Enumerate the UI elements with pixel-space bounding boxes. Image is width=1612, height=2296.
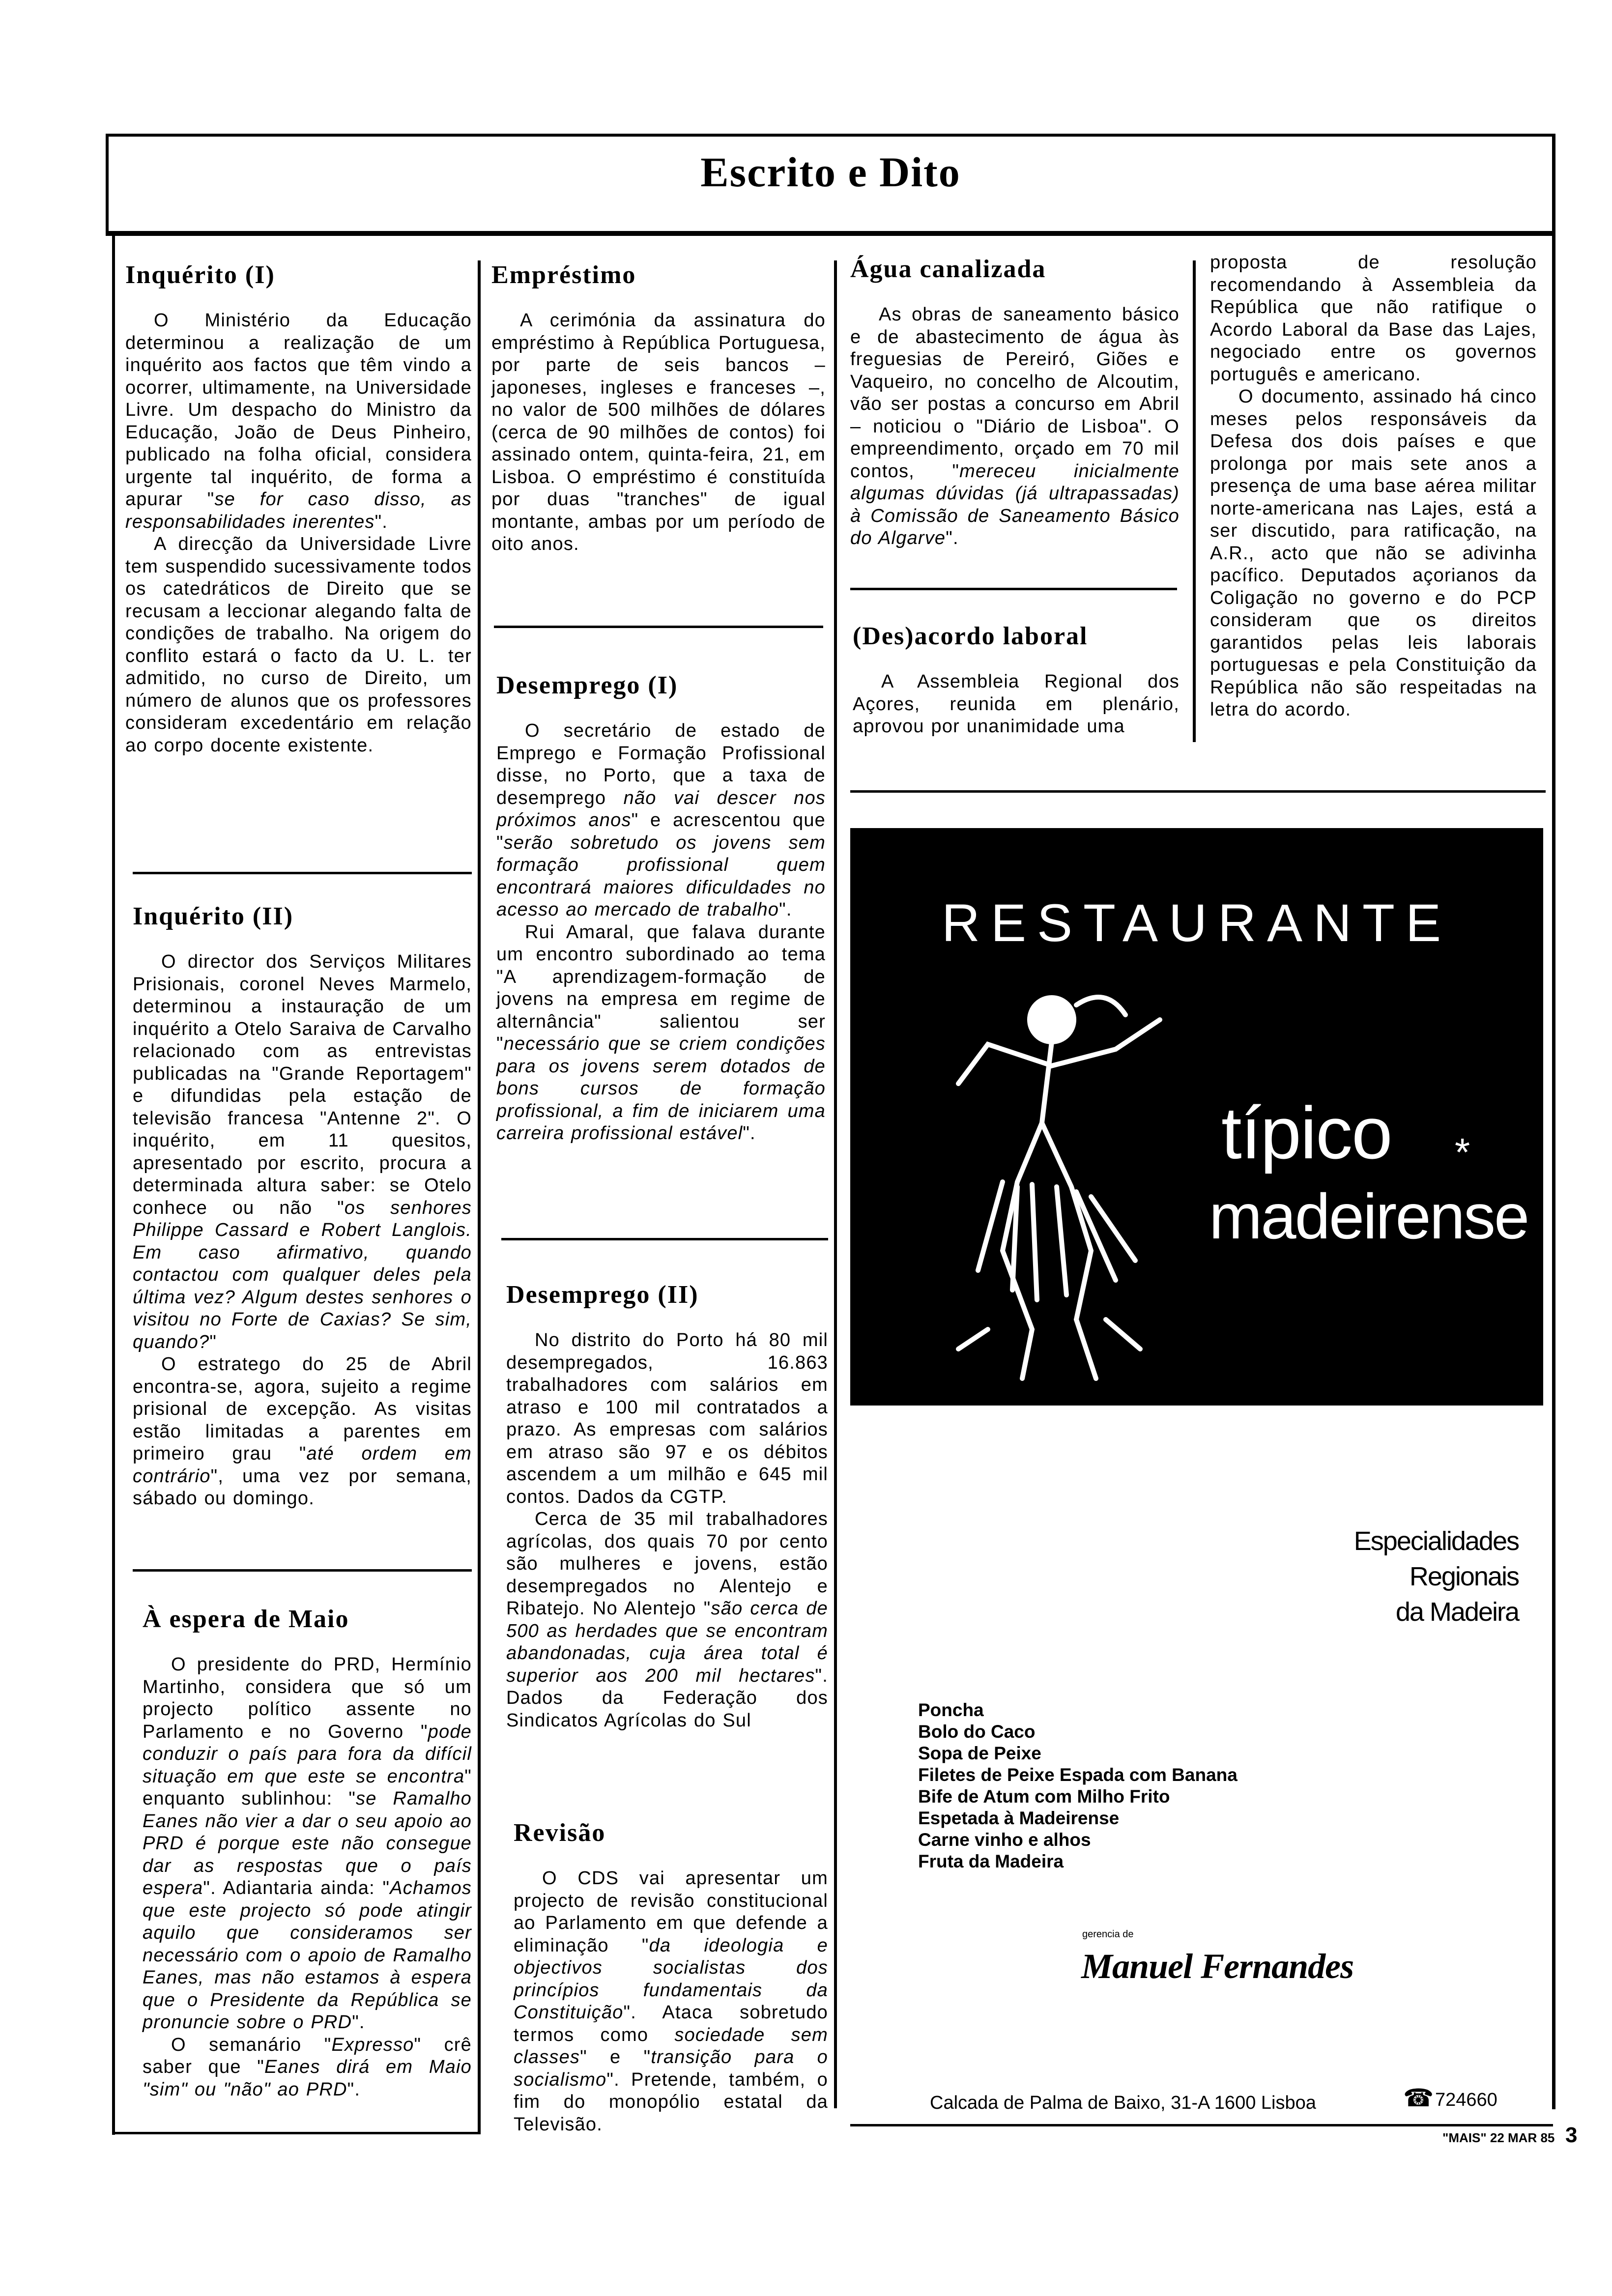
- telephone-icon: ☎: [1403, 2084, 1434, 2112]
- section-rule: [850, 588, 1177, 590]
- column-left-border: [112, 235, 115, 2135]
- quoted-italic-text: necessário que se criem condições para os jovens serem dotados de bons cursos de formação profissional, a fim de iniciarem uma carreira profissional estável: [496, 1033, 826, 1144]
- paragraph-text: ". Ataca sobretudo termos como: [514, 2002, 828, 2045]
- column-divider: [1193, 260, 1196, 742]
- paragraph-text: ".: [352, 2012, 365, 2033]
- paragraph-text: " enquanto sublinhou: ": [143, 1766, 472, 1809]
- restaurant-phone: 724660: [1435, 2090, 1497, 2110]
- quoted-italic-text: da ideologia e objectivos socialistas dos princípios fundamentais da Constituição: [514, 1935, 828, 2023]
- frame-top-border: [106, 134, 1555, 137]
- menu-item: Poncha: [918, 1700, 984, 1720]
- column-divider: [478, 260, 481, 2134]
- article-heading: Inquérito (I): [125, 261, 275, 289]
- article-paragraph: [514, 1867, 828, 2136]
- section-rule: [850, 790, 1546, 793]
- paragraph-text: O director dos Serviços Militares Prisionais, coronel Neves Marmelo, determinou a instauração de um inquérito a Otelo Saraiva de Carvalho relacionado com as entrevistas publicadas na "Grande Reportagem" e difundidas pela estação de televisão francesa "Antenne 2". O inquérito, em 11 quesitos, apresentado por escrito, procura a determinada altura saber: se Otelo conhece ou não ": [133, 951, 472, 1218]
- paragraph-text: proposta de resolução recomendando à Assembleia da República que não ratifique o Acordo Laboral da Base das Lajes, negociado entre os governos português e americano.: [1210, 252, 1537, 385]
- paragraph-text: O CDS vai apresentar um projecto de revisão constitucional ao Parlamento em que defende a eliminação ": [514, 1868, 828, 1956]
- article-paragraph: [506, 1329, 828, 1508]
- paragraph-text: O presidente do PRD, Hermínio Martinho, considera que só um projecto político assente no Parlamento e no Governo ": [143, 1654, 472, 1742]
- article: [514, 1818, 828, 2136]
- paragraph-text: ".: [743, 1123, 756, 1144]
- quoted-italic-text: mereceu inicialmente algumas dúvidas (já ultrapassadas) à Comissão de Saneamento Básico do Algarve: [850, 460, 1180, 548]
- section-rule: [133, 872, 472, 874]
- section-rule: [494, 626, 823, 628]
- paragraph-text: " crê saber que ": [143, 2034, 472, 2077]
- article: [853, 622, 1180, 738]
- paragraph-text: A Assembleia Regional dos Açores, reunida em plenário, aprovou por unanimidade uma: [853, 671, 1180, 737]
- article-paragraph: [143, 2034, 472, 2101]
- paragraph-text: ", uma vez por semana, sábado ou domingo.: [133, 1465, 472, 1509]
- page-number: 3: [1565, 2123, 1578, 2147]
- article: [496, 671, 826, 1145]
- ad-name-line2: madeirense: [1209, 1180, 1528, 1252]
- article: [506, 1280, 828, 1732]
- article-paragraph: [853, 671, 1180, 738]
- specialties-heading: [1229, 1523, 1519, 1630]
- paragraph-text: ".: [374, 511, 388, 532]
- manager-signature: Manuel Fernandes: [1081, 1947, 1354, 1986]
- asterisk-icon: *: [1455, 1130, 1470, 1174]
- restaurant-ad-banner: [850, 828, 1543, 1406]
- article: [125, 260, 472, 757]
- paragraph-text: ": [209, 1331, 217, 1352]
- article-continuation: [1210, 252, 1537, 721]
- article-paragraph: [850, 304, 1180, 550]
- article: [850, 255, 1180, 550]
- paragraph-text: ".: [347, 2079, 361, 2100]
- article-heading: Água canalizada: [850, 255, 1046, 283]
- article: [491, 260, 826, 556]
- paragraph-text: A cerimónia da assinatura do empréstimo à República Portuguesa, por parte de seis bancos – japoneses, ingleses e franceses –, no valor de 500 milhões de dólares (cerca de 90 milhões de contos) foi assinado ontem, quinta-feira, 21, em Lisboa. O empréstimo é constituída por duas "tranches" de igual montante, ambas por um período de oito anos.: [491, 310, 826, 554]
- paragraph-text: O secretário de estado de Emprego e Formação Profissional disse, no Porto, que a taxa de desemprego: [496, 720, 826, 808]
- paragraph-text: A direcção da Universidade Livre tem suspendido sucessivamente todos os catedráticos de Direito que se recusam a leccionar alegando falta de condições de trabalho. Na origem do conflito estará o facto da U. L. ter admitido, no curso de Direito, um número de alunos que os professores consideram excedentário em relação ao corpo docente existente.: [125, 534, 472, 756]
- specialties-line: Regionais: [1409, 1562, 1519, 1591]
- article-heading: Empréstimo: [491, 261, 636, 289]
- paragraph-text: " e ": [580, 2047, 651, 2067]
- article-paragraph: [133, 951, 472, 1353]
- quoted-italic-text: são cerca de 500 as herdades que se encontram abandonadas, cuja área total é superior aos 200 mil hectares: [506, 1598, 828, 1686]
- article: [143, 1605, 472, 2101]
- paragraph-text: ". Pretende, também, o fim do monopólio estatal da Televisão.: [514, 2069, 828, 2135]
- article-paragraph: [125, 310, 472, 533]
- quoted-italic-text: transição para o socialismo: [514, 2047, 828, 2090]
- menu-list: [918, 1699, 1238, 1872]
- article-heading: À espera de Maio: [143, 1605, 349, 1633]
- ad-bottom-rule: [850, 2124, 1553, 2126]
- ad-name-line1: típico: [1221, 1091, 1392, 1174]
- paragraph-text: O Ministério da Educação determinou a realização de um inquérito aos factos que têm vindo a ocorrer, ultimamente, na Universidade Livre. Um despacho do Ministro da Educação, João de Deus Pinheiro, publicado na folha oficial, considera urgente tal inquérito, de forma a apurar ": [125, 310, 472, 510]
- paragraph-text: O estratego do 25 de Abril encontra-se, agora, sujeito a regime prisional de excepção. As visitas estão limitadas a parentes em primeiro grau ": [133, 1354, 472, 1464]
- quoted-italic-text: Achamos que este projecto só pode atingir aquilo que consideramos ser necessário com o apoio de Ramalho Eanes, mas não estamos à espera que o Presidente da República se pronuncie sobre o PRD: [143, 1878, 472, 2033]
- quoted-italic-text: serão sobretudo os jovens sem formação profissional quem encontrará maiores dificuldades no acesso ao mercado de trabalho: [496, 832, 826, 920]
- title-rule: [106, 231, 1555, 236]
- publication-footer: "MAIS" 22 MAR 85: [1442, 2130, 1555, 2145]
- quoted-italic-text: os senhores Philippe Cassard e Robert Langlois. Em caso afirmativo, quando contactou com qualquer deles pela última vez? Algum destes senhores o visitou no Forte de Caxias? Se sim, quando?: [133, 1197, 472, 1352]
- paragraph-text: ".: [946, 528, 959, 548]
- article-paragraph: [143, 1654, 472, 2034]
- article-heading: Revisão: [514, 1819, 606, 1847]
- menu-item: Sopa de Peixe: [918, 1743, 1041, 1763]
- paragraph-text: Rui Amaral, que falava durante um encontro subordinado ao tema "A aprendizagem-formação de jovens na empresa em regime de alternância" salientou ser ": [496, 921, 826, 1054]
- specialties-line: da Madeira: [1395, 1597, 1519, 1627]
- menu-item: Espetada à Madeirense: [918, 1808, 1120, 1828]
- quoted-italic-text: até ordem em contrário: [133, 1443, 472, 1487]
- quoted-italic-text: se for caso disso, as responsabilidades inerentes: [125, 489, 472, 532]
- article-paragraph: [506, 1508, 828, 1732]
- article-paragraph: [496, 720, 826, 921]
- article-paragraph: [133, 1353, 472, 1510]
- quoted-italic-text: não vai descer nos próximos anos: [496, 787, 826, 831]
- quoted-italic-text: Expresso: [331, 2034, 414, 2055]
- column-bottom-rule: [112, 2132, 481, 2134]
- page-title: Escrito e Dito: [700, 148, 961, 196]
- paragraph-text: ". Dados da Federação dos Sindicatos Agrícolas do Sul: [506, 1665, 828, 1731]
- paragraph-text: ". Adiantaria ainda: ": [203, 1878, 390, 1898]
- paragraph-text: O semanário ": [171, 2034, 332, 2055]
- quoted-italic-text: pode conduzir o país para fora da difícil situação em que este se encontra: [143, 1721, 472, 1787]
- article-heading: Desemprego (II): [506, 1281, 699, 1309]
- quoted-italic-text: Eanes dirá em Maio "sim" ou "não" ao PRD: [143, 2057, 472, 2100]
- restaurant-address: Calcada de Palma de Baixo, 31-A 1600 Lisboa: [930, 2093, 1316, 2113]
- specialties-line: Especialidades: [1353, 1526, 1519, 1556]
- menu-item: Fruta da Madeira: [918, 1851, 1064, 1871]
- article-paragraph: [491, 310, 826, 556]
- article: [133, 902, 472, 1510]
- paragraph-text: " e acrescentou que ": [496, 810, 826, 853]
- quoted-italic-text: sociedade sem classes: [514, 2024, 828, 2067]
- article-heading: Desemprego (I): [496, 671, 678, 699]
- section-rule: [501, 1238, 828, 1240]
- article-heading: (Des)acordo laboral: [853, 622, 1088, 650]
- paragraph-text: ".: [779, 899, 792, 920]
- paragraph-text: No distrito do Porto há 80 mil desempregados, 16.863 trabalhadores com salários em atraso e 100 mil contratados a prazo. As empresas com salários em atraso são 97 e os débitos ascendem a um milhão e 645 mil contos. Dados da CGTP.: [506, 1330, 828, 1507]
- menu-item: Bife de Atum com Milho Frito: [918, 1786, 1170, 1807]
- menu-item: Bolo do Caco: [918, 1722, 1036, 1742]
- paragraph-text: Cerca de 35 mil trabalhadores agrícolas, dos quais 70 por cento são mulheres e jovens, estão desempregados no Alentejo e Ribatejo. No Alentejo ": [506, 1509, 828, 1619]
- article-heading: Inquérito (II): [133, 902, 294, 930]
- paragraph-text: As obras de saneamento básico e de abastecimento de água às freguesias de Pereiró, Giões e Vaqueiro, no concelho de Alcoutim, vão ser postas a concurso em Abril – noticiou o "Diário de Lisboa". O empreendimento, orçado em 70 mil contos, ": [850, 304, 1180, 482]
- quoted-italic-text: se Ramalho Eanes não vier a dar o seu apoio ao PRD é porque este não consegue dar as respostas que o país espera: [143, 1788, 472, 1898]
- management-label: gerencia de: [1082, 1929, 1134, 1940]
- column-divider: [834, 260, 837, 2108]
- dancer-illustration-icon: [929, 976, 1204, 1393]
- paragraph-text: O documento, assinado há cinco meses pelos responsáveis da Defesa dos dois países e que prolonga por mais sete anos a presença de uma base aérea militar norte-americana nas Lajes, está a ser discutido, para ratificação, na A.R., acto que não se adivinha pacífico. Deputados açorianos da Coligação no governo e do PCP consideram que os direitos garantidos pelas leis laborais portuguesas e pela Constituição da República não são respeitadas na letra do acordo.: [1210, 386, 1537, 720]
- section-rule: [133, 1569, 472, 1572]
- article-paragraph: [496, 921, 826, 1145]
- menu-item: Filetes de Peixe Espada com Banana: [918, 1765, 1238, 1785]
- frame-right-border: [1552, 134, 1555, 2109]
- article-paragraph: [1210, 252, 1537, 386]
- menu-item: Carne vinho e alhos: [918, 1830, 1091, 1850]
- ad-headline: RESTAURANTE: [941, 893, 1452, 952]
- article-paragraph: [1210, 386, 1537, 721]
- article-paragraph: [125, 533, 472, 757]
